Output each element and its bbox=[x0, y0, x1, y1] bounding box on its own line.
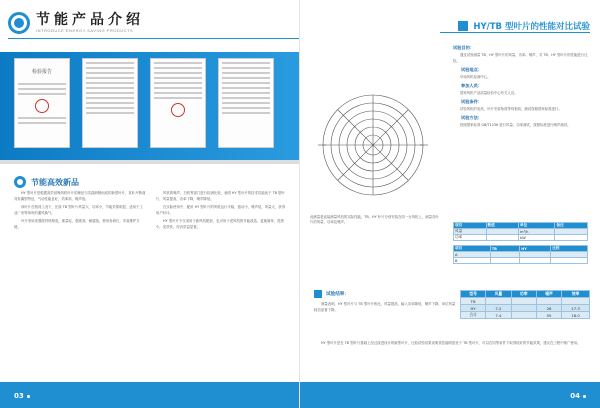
table-row bbox=[461, 305, 590, 312]
footer-bar bbox=[300, 382, 600, 408]
results-label: 试验结果： bbox=[326, 292, 349, 297]
table-cell bbox=[486, 298, 511, 305]
table-header-cell: 效率 bbox=[562, 291, 590, 298]
table-header-cell: TB bbox=[490, 246, 520, 252]
table-row bbox=[454, 258, 588, 264]
table-cell bbox=[520, 258, 551, 264]
table-header-row bbox=[461, 291, 590, 298]
data-table bbox=[453, 245, 588, 264]
certificate-title: 检验报告 bbox=[31, 69, 52, 75]
paragraph: 风机的噪声、扫机等部门进行检测比较，表明 HY 型叶片的技术性能优于 TB 型叶片，风量提高，功率下降，噪声降低。 bbox=[156, 191, 285, 201]
table-header-cell: HY bbox=[520, 246, 551, 252]
right-page bbox=[300, 0, 600, 408]
paragraph: 叶片采用高强度材料制造，重量轻，强度高，耐腐蚀，使用寿命长，安装维护方便。 bbox=[14, 219, 140, 229]
table-header-cell: 型号 bbox=[461, 291, 486, 298]
table-cell bbox=[511, 298, 536, 305]
page-number bbox=[14, 392, 30, 400]
table-header-cell: 噪声 bbox=[536, 291, 561, 298]
page-number bbox=[570, 392, 586, 400]
table-cell: TB bbox=[461, 298, 486, 305]
table-header-cell: 备注 bbox=[555, 223, 588, 229]
section-title: 节能高效新品 bbox=[31, 177, 79, 187]
table-cell bbox=[536, 298, 561, 305]
paragraph: 在实际使用中，配用 HY 型叶片的风机运行平稳，振动小，噪声低，风量大，获得用户好评。 bbox=[156, 205, 286, 215]
table-header-cell: 风量 bbox=[486, 291, 511, 298]
table-header-cell: 项目 bbox=[454, 223, 487, 229]
footer-bar bbox=[0, 382, 300, 408]
square-bullet-icon bbox=[314, 290, 322, 298]
label: 试验地点： bbox=[461, 67, 482, 72]
certificate-doc bbox=[150, 58, 206, 148]
table-cell bbox=[511, 305, 536, 312]
stamp-icon bbox=[35, 99, 49, 113]
table-cell: 55 bbox=[536, 312, 561, 319]
paragraph: 国家风机产品质量检验中心有关人员。 bbox=[460, 91, 518, 95]
table-header-cell: 数值 bbox=[486, 223, 519, 229]
table-row bbox=[461, 298, 590, 305]
certificate-doc bbox=[218, 58, 274, 148]
table-cell: 7.2 bbox=[486, 305, 511, 312]
table-cell: B bbox=[454, 258, 491, 264]
performance-table bbox=[460, 290, 590, 319]
certificate-doc bbox=[14, 58, 70, 148]
table-header-cell: 单位 bbox=[519, 223, 555, 229]
data-tables bbox=[453, 222, 588, 268]
stamp-icon bbox=[171, 103, 185, 117]
header-title: 节能产品介绍 bbox=[36, 12, 144, 28]
table-cell: 7.4 bbox=[486, 312, 511, 319]
table-header-cell: 比较 bbox=[551, 246, 588, 252]
paragraph: 该叶片在相同工况下，比原 TB 型叶片风量大、功率小，节能效果明显，适用于工业厂房等场所的通风换气。 bbox=[14, 205, 143, 215]
paragraph: HY 型叶片是根据高效低噪风机叶片的理论与实践研制而成的新型叶片，其叶片断面具有翼型特征，气动性能良好，效率高，噪声低。 bbox=[14, 191, 146, 201]
table-cell: 合计 bbox=[461, 312, 486, 319]
body-text bbox=[14, 190, 291, 390]
table-cell: 18.0 bbox=[562, 312, 590, 319]
table-cell: 风量 bbox=[454, 229, 487, 235]
table-header-cell: 功率 bbox=[511, 291, 536, 298]
test-info bbox=[453, 42, 588, 130]
table-row bbox=[454, 235, 588, 241]
table-cell bbox=[551, 258, 588, 264]
paragraph: HY 型叶片是在 TB 型叶片基础上经过改进设计的新型叶片，比较试验结果说明其性能明显优于 TB 型叶片，可以在同等条件下取得较好的节能效果，建议在工程中推广使用。 bbox=[321, 341, 581, 345]
paragraph: 按照国家标准 GB/T1236 进行风量、功率测试，按照标准进行噪声测试。 bbox=[460, 123, 571, 127]
right-title: HY/TB 型叶片的性能对比试验 bbox=[473, 22, 590, 32]
table-cell bbox=[486, 235, 519, 241]
square-bullet-icon bbox=[458, 21, 468, 31]
paragraph: 通过试验测量 TB、HY 型叶片的风量、功率、噪声，对 TB、HY 型叶片的性能进行比较。 bbox=[453, 53, 588, 63]
header-rule bbox=[8, 38, 300, 39]
conclusion-text-block bbox=[314, 340, 594, 348]
table-cell bbox=[562, 298, 590, 305]
page-number-text: 03 bbox=[14, 392, 24, 400]
label: 参加人员： bbox=[461, 83, 482, 88]
figure-caption: 此测量是直接测量风机的实际性能，TB、HY 叶片分别安装在同一台风机上，测量各叶片的风量、功率及噪声。 bbox=[310, 215, 439, 224]
label: 试验方法： bbox=[461, 115, 482, 120]
fan-guard-diagram bbox=[318, 90, 428, 200]
paragraph: 测量表明，HY 型叶片与 TB 型叶片相比，风量提高，输入功率降低，噪声下降，单位风量耗功显著下降。 bbox=[314, 302, 456, 312]
page-header bbox=[8, 12, 144, 34]
right-heading bbox=[458, 20, 590, 32]
table-cell: m³/h bbox=[519, 229, 555, 235]
table-cell bbox=[490, 258, 520, 264]
divider bbox=[0, 160, 300, 164]
header-subtitle: INTRODUCE ENERGY-SAVING PRODUCTS bbox=[36, 28, 134, 33]
table-cell bbox=[511, 312, 536, 319]
page-number-text: 04 bbox=[570, 392, 580, 400]
label: 试验目的： bbox=[453, 45, 474, 50]
table-cell: 17.3 bbox=[562, 305, 590, 312]
text-column bbox=[156, 190, 288, 232]
table-cell: A bbox=[454, 252, 491, 258]
table-row bbox=[461, 312, 590, 319]
data-table bbox=[453, 222, 588, 241]
header-logo-icon bbox=[8, 12, 30, 34]
table-cell: 26 bbox=[536, 305, 561, 312]
paragraph: HY 型叶片不仅适用于新风机配套，也可用于老风机的节能改造，更换简单，投资小，见效快，经济效益显著。 bbox=[156, 219, 284, 229]
results-text-block bbox=[314, 301, 456, 315]
certificate-doc bbox=[82, 58, 138, 148]
section-heading bbox=[14, 176, 79, 188]
title-rule bbox=[440, 32, 590, 33]
results-heading bbox=[314, 290, 349, 298]
text-column bbox=[14, 190, 146, 232]
table-cell: HY bbox=[461, 305, 486, 312]
table-cell bbox=[555, 235, 588, 241]
table-cell: kW bbox=[519, 235, 555, 241]
paragraph: 试验风机的电机、叶片安装角度等均相同，测试按照国家标准进行。 bbox=[460, 107, 562, 111]
bullet-icon bbox=[14, 176, 26, 188]
paragraph: 华南风机检测中心。 bbox=[460, 75, 491, 79]
label: 试验条件： bbox=[461, 99, 482, 104]
table-header-cell: 项目 bbox=[454, 246, 491, 252]
table-cell: 功率 bbox=[454, 235, 487, 241]
